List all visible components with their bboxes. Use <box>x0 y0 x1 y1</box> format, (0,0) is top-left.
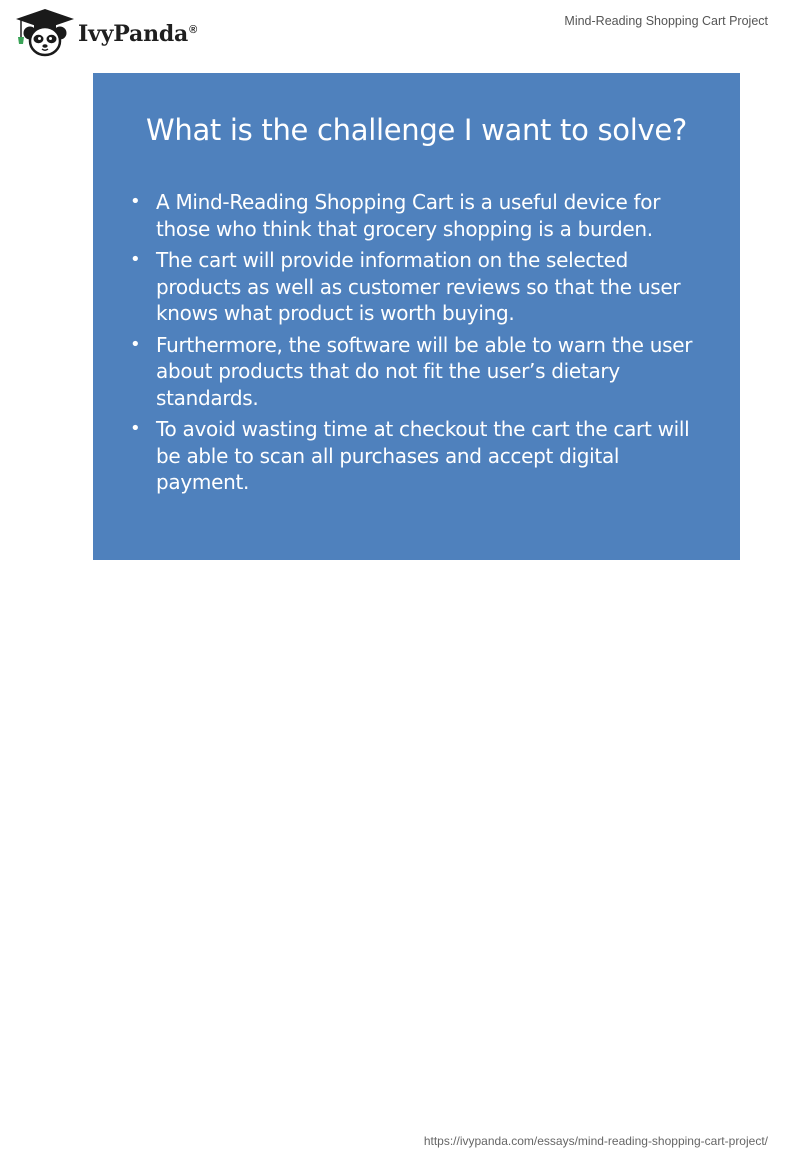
document-title: Mind-Reading Shopping Cart Project <box>564 14 768 28</box>
brand-name: IvyPanda® <box>78 21 198 47</box>
bullet-list <box>130 189 710 501</box>
source-url-link[interactable]: https://ivypanda.com/essays/mind-reading-shopping-cart-project/ <box>423 1134 768 1148</box>
bullet-text: To avoid wasting time at checkout the cart the cart will be able to scan all purchases and accept digital payment. <box>156 417 690 494</box>
bullet-icon: • <box>130 333 141 355</box>
slide-title: What is the challenge I want to solve? <box>146 113 687 147</box>
bullet-text: Furthermore, the software will be able to warn the user about products that do not fit the user’s dietary standards. <box>156 332 693 410</box>
bullet-text: A Mind-Reading Shopping Cart is a useful device for those who think that grocery shopping is a burden. <box>156 190 661 241</box>
list-item <box>130 416 710 496</box>
list-item <box>130 332 710 412</box>
registered-mark: ® <box>189 23 198 36</box>
bullet-icon: • <box>130 191 141 212</box>
panda-graduate-icon <box>14 7 76 57</box>
list-item <box>130 189 710 242</box>
bullet-icon: • <box>130 249 141 270</box>
page-header <box>0 0 800 64</box>
list-item <box>130 247 710 327</box>
slide-panel <box>93 73 740 560</box>
bullet-icon: • <box>130 418 141 439</box>
bullet-text: The cart will provide information on the selected products as well as customer reviews so that the user knows what product is worth buying. <box>156 248 681 325</box>
brand-logo[interactable] <box>14 7 197 57</box>
